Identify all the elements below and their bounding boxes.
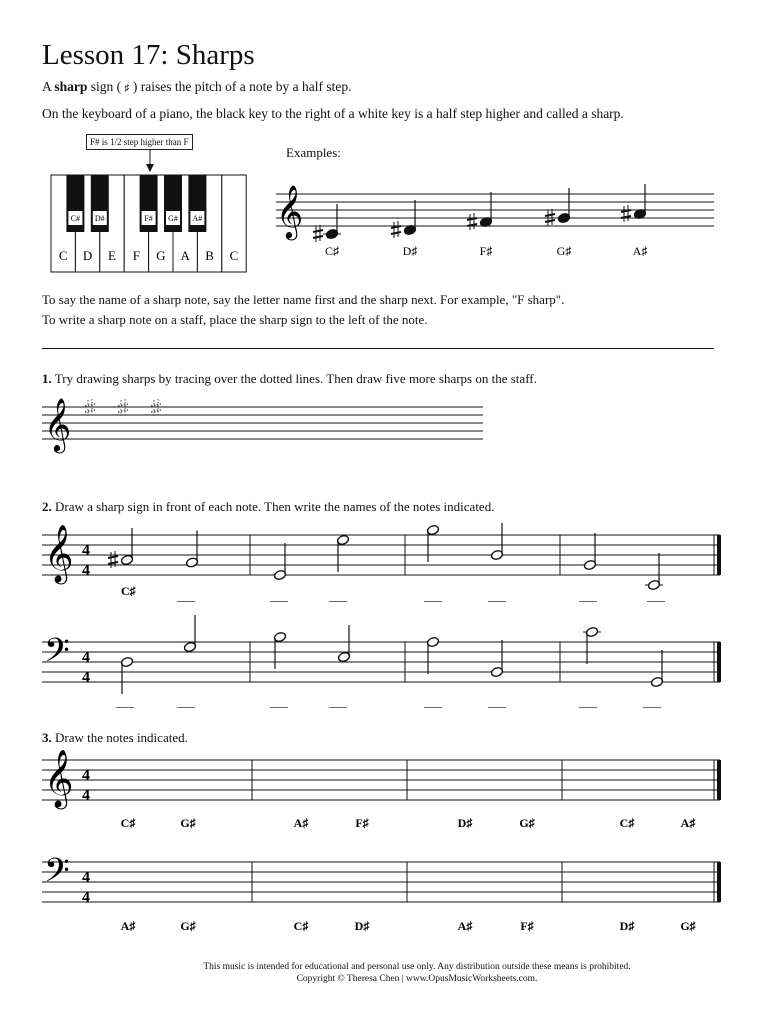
example-note-label: G♯ [556, 244, 572, 258]
music-note [583, 533, 596, 571]
sharp-icon [391, 221, 401, 238]
time-signature-top: 4 [82, 542, 90, 559]
music-note [621, 184, 647, 222]
note-to-draw-label: F♯ [355, 816, 369, 830]
bass-clef-icon: 𝄢 [44, 852, 70, 898]
white-key-label: D [82, 248, 93, 263]
white-key-label: B [205, 248, 214, 263]
intro-bold-sharp: sharp [54, 79, 88, 94]
final-barline-thick [717, 535, 721, 575]
note-to-draw-label: D♯ [619, 919, 635, 933]
music-note [183, 615, 196, 653]
white-key-label: G [156, 248, 166, 263]
q3-bass-labels [121, 919, 696, 933]
time-signature-top: 4 [82, 649, 90, 666]
music-note [108, 528, 134, 568]
music-note [490, 523, 503, 561]
note-to-draw-label: A♯ [457, 919, 473, 933]
question-2-number: 2. [42, 499, 52, 514]
intro-text-b: sign ( [87, 79, 125, 94]
note-to-draw-label: A♯ [680, 816, 696, 830]
music-note [426, 524, 439, 562]
footer-usage-notice: This music is intended for educational and personal use only. Any distribution outside these means is prohibited. [203, 962, 631, 972]
treble-clef-icon: 𝄞 [44, 524, 74, 582]
music-note [120, 656, 133, 694]
time-signature-bottom: 4 [82, 889, 90, 906]
music-note [336, 534, 349, 572]
sharp-icon [467, 213, 477, 230]
music-note [647, 553, 660, 591]
examples-label: Examples: [286, 145, 341, 160]
music-note [391, 200, 417, 238]
answer-blank: ___ [270, 589, 288, 603]
time-signature-top: 4 [82, 869, 90, 886]
callout-arrow-head [146, 164, 154, 172]
answer-blank: ___ [329, 589, 347, 603]
note-to-draw-label: G♯ [519, 816, 535, 830]
answer-blank: ___ [177, 695, 195, 709]
answer-blank: ___ [647, 589, 665, 603]
question-1-text: Try drawing sharps by tracing over the dotted lines. Then draw five more sharps on the staff. [51, 371, 537, 386]
time-signature-bottom: 4 [82, 787, 90, 804]
example-notes [313, 184, 647, 258]
answer-blank: ___ [643, 695, 661, 709]
answer-blank: ___ [270, 695, 288, 709]
treble-clef-icon: 𝄞 [276, 184, 304, 238]
note-to-draw-label: F♯ [520, 919, 534, 933]
white-key-label: C [229, 248, 239, 263]
page-title: Lesson 17: Sharps [42, 39, 255, 71]
sharp-icon [621, 205, 631, 222]
white-key-label: E [108, 248, 116, 263]
black-key-label: D# [94, 214, 105, 223]
treble-clef-icon: 𝄞 [44, 397, 72, 451]
music-note [185, 531, 198, 569]
white-key-label: A [180, 248, 190, 263]
music-note [337, 625, 350, 663]
example-note-label: D♯ [402, 244, 418, 258]
black-key-label: C# [70, 214, 81, 223]
question-3-number: 3. [42, 730, 52, 745]
black-key-label: F# [144, 214, 153, 223]
note-to-draw-label: C♯ [619, 816, 635, 830]
example-note-label: C♯ [324, 244, 340, 258]
q2-treble-notes [108, 523, 663, 591]
time-signature-bottom: 4 [82, 562, 90, 579]
intro-keyboard-explanation: On the keyboard of a piano, the black key to the right of a white key is a half step higher and called a sharp. [42, 106, 624, 121]
time-signature-bottom: 4 [82, 669, 90, 686]
white-key-label: C [58, 248, 68, 263]
black-key-label: G# [168, 214, 178, 223]
answer-label: C♯ [121, 584, 136, 598]
question-1-number: 1. [42, 371, 52, 386]
sharp-symbol-inline: ♯ [124, 83, 130, 94]
black-key-label: A# [192, 214, 203, 223]
note-to-draw-label: C♯ [293, 919, 309, 933]
sharp-icon [313, 225, 323, 242]
intro-text-a: A [42, 79, 55, 94]
question-3-text: Draw the notes indicated. [51, 730, 188, 745]
example-note-label: F♯ [479, 244, 493, 258]
note-to-draw-label: A♯ [293, 816, 309, 830]
music-note [585, 626, 598, 664]
answer-blank: ___ [116, 695, 134, 709]
q1-staff [42, 397, 483, 453]
question-2-text: Draw a sharp sign in front of each note. Then write the names of the notes indicated. [51, 499, 495, 514]
answer-blank: ___ [424, 695, 442, 709]
answer-blank: ___ [579, 589, 597, 603]
time-signature-top: 4 [82, 767, 90, 784]
note-to-draw-label: C♯ [120, 816, 136, 830]
q3-treble-labels [121, 816, 696, 830]
music-note [426, 636, 439, 674]
music-note [650, 650, 663, 688]
answer-blank: ___ [488, 695, 506, 709]
q3-bass-staff [42, 852, 721, 933]
intro-text-c: ) raises the pitch of a note by a half step. [129, 79, 352, 94]
note-to-draw-label: G♯ [680, 919, 696, 933]
white-key-label: F [132, 248, 141, 263]
q3-treble-staff [42, 749, 721, 830]
piano-keyboard [51, 149, 246, 272]
bass-clef-icon: 𝄢 [44, 632, 70, 678]
answer-blank: ___ [177, 589, 195, 603]
music-note [467, 192, 493, 230]
treble-clef-icon: 𝄞 [44, 749, 74, 807]
examples-staff [276, 184, 714, 258]
say-sharp-explanation: To say the name of a sharp note, say the letter name first and the sharp next. For example, "F sharp". [42, 292, 565, 307]
examples-staff-lines [276, 194, 714, 226]
answer-blank: ___ [329, 695, 347, 709]
music-note [273, 543, 286, 581]
note-to-draw-label: G♯ [180, 816, 196, 830]
note-to-draw-label: A♯ [120, 919, 136, 933]
note-to-draw-label: D♯ [457, 816, 473, 830]
note-to-draw-label: G♯ [180, 919, 196, 933]
answer-blank: ___ [579, 695, 597, 709]
music-note [273, 631, 286, 669]
keyboard-callout-box: F# is 1/2 step higher than F [86, 134, 193, 150]
note-to-draw-label: D♯ [354, 919, 370, 933]
answer-blank: ___ [488, 589, 506, 603]
example-note-label: A♯ [632, 244, 648, 258]
q2-treble-staff [42, 523, 721, 603]
music-note [490, 640, 503, 678]
q2-bass-staff [42, 615, 721, 709]
write-sharp-explanation: To write a sharp note on a staff, place the sharp sign to the left of the note. [42, 312, 428, 327]
answer-blank: ___ [424, 589, 442, 603]
footer-copyright: Copyright © Theresa Chen | www.OpusMusicWorksheets.com. [296, 974, 538, 984]
